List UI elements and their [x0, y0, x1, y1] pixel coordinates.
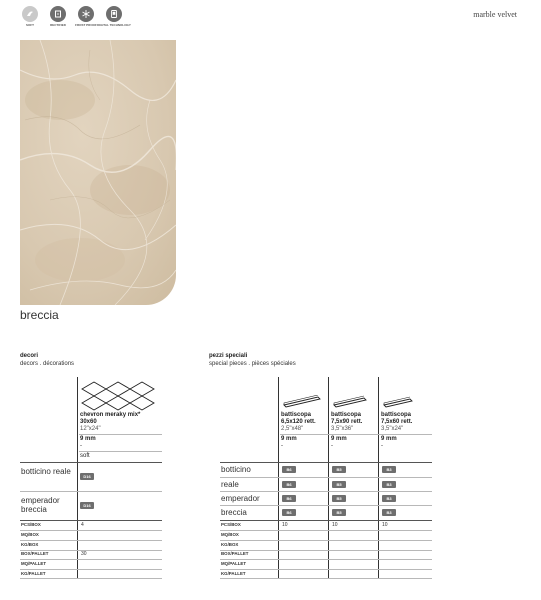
decori-product-info [80, 412, 160, 433]
pack-value: 10 [282, 522, 288, 528]
pezzi-row-code: B5 [332, 481, 346, 488]
divider [20, 491, 162, 492]
pezzi-thickness-block [281, 436, 297, 450]
pack-label: MQ/PALLET [221, 561, 247, 566]
pezzi-row-code: B3 [382, 509, 396, 516]
divider [20, 530, 162, 531]
divider [220, 550, 432, 551]
divider [220, 578, 432, 579]
divider [220, 491, 432, 492]
soft-feature [20, 6, 40, 27]
decori-row-label: emperador breccia [21, 496, 60, 514]
decori-thickness-block [80, 436, 96, 450]
pack-label: BOX/PALLET [221, 551, 249, 556]
pezzi-product-size: 7,5x60 rett. [381, 419, 413, 425]
decori-product-name: chevron meraky mix* [80, 412, 141, 418]
decori-row-code: D16 [80, 473, 94, 480]
pack-label: MQ/BOX [221, 532, 239, 537]
pezzi-row-code: B3 [382, 495, 396, 502]
divider [20, 559, 162, 560]
pezzi-row-code: B6 [282, 495, 296, 502]
decori-row-label: botticino reale [21, 467, 71, 476]
decori-product-imperial: 12"x24" [80, 426, 101, 432]
frost-proof-icon [78, 6, 94, 22]
pezzi-row-label: botticino [221, 465, 251, 474]
pezzi-product-imperial: 2,5"x48" [281, 426, 304, 432]
tile-image [20, 40, 176, 305]
colour-name: breccia [20, 308, 59, 322]
pezzi-row-code: B5 [332, 495, 346, 502]
frost-proof-feature [76, 6, 96, 27]
feature-icons [20, 6, 131, 27]
pezzi-product-imperial: 3,5"x24" [381, 426, 404, 432]
divider [20, 520, 162, 521]
divider [220, 477, 432, 478]
divider [220, 462, 432, 463]
pezzi-dash: - [331, 443, 333, 449]
pezzi-dash: - [281, 443, 283, 449]
rectified-feature [48, 6, 68, 27]
decori-column-line [77, 377, 78, 578]
divider [20, 462, 162, 463]
decori-row-code: D16 [80, 502, 94, 509]
decori-product-size: 30x60 [80, 419, 97, 425]
pezzi-row-label: reale [221, 480, 239, 489]
divider [220, 569, 432, 570]
pack-label: PCS/BOX [221, 522, 241, 527]
pack-value: 10 [332, 522, 338, 528]
pack-value: 10 [382, 522, 388, 528]
pezzi-product-info [281, 412, 316, 433]
pezzi-product-name: battiscopa [381, 412, 412, 418]
pezzi-row-label: emperador [221, 494, 260, 503]
divider [280, 434, 432, 435]
pezzi-product-imperial: 3,5"x36" [331, 426, 354, 432]
frost-proof-label: FROST PROOF [75, 23, 97, 27]
pack-label: KG/PALLET [21, 571, 46, 576]
pezzi-row-code: B6 [282, 466, 296, 473]
pack-label: BOX/PALLET [21, 551, 49, 556]
pezzi-thickness-block [331, 436, 347, 450]
divider [79, 434, 162, 435]
pezzi-product-name: battiscopa [331, 412, 362, 418]
pezzi-thickness: 9 mm [381, 436, 397, 442]
pack-label: PCS/BOX [21, 522, 41, 527]
pack-label: MQ/PALLET [21, 561, 47, 566]
divider [20, 569, 162, 570]
divider [220, 559, 432, 560]
decori-title: decori [20, 353, 39, 359]
pezzi-row-code: B5 [332, 509, 346, 516]
pezzi-product-info [331, 412, 362, 433]
pezzi-thickness: 9 mm [281, 436, 297, 442]
decori-thickness: 9 mm [80, 436, 96, 442]
pack-label: KG/BOX [21, 542, 39, 547]
digital-technology-feature [97, 6, 131, 27]
digital-technology-label: DIGITAL TECHNOLOGY [97, 23, 131, 27]
series-name: marble velvet [473, 10, 517, 19]
divider [220, 520, 432, 521]
pezzi-row-code: B3 [382, 481, 396, 488]
pezzi-product-size: 7,5x90 rett. [331, 419, 363, 425]
rectified-label: RECTIFIED [50, 23, 66, 27]
divider [79, 451, 162, 452]
pezzi-title: pezzi speciali [209, 353, 248, 359]
pezzi-row-code: B3 [382, 466, 396, 473]
pezzi-product-size: 6,5x120 rett. [281, 419, 316, 425]
rectified-icon [50, 6, 66, 22]
divider [220, 505, 432, 506]
pezzi-product-name: battiscopa [281, 412, 312, 418]
divider [220, 530, 432, 531]
pezzi-row-code: B6 [282, 481, 296, 488]
decori-finish: soft [80, 453, 90, 459]
soft-label: SOFT [26, 23, 34, 27]
pezzi-product-info [381, 412, 412, 433]
divider [20, 578, 162, 579]
pezzi-row-code: B6 [282, 509, 296, 516]
pezzi-thickness: 9 mm [331, 436, 347, 442]
decori-dash: - [80, 443, 82, 449]
pack-label: MQ/BOX [21, 532, 39, 537]
divider [220, 540, 432, 541]
divider [20, 540, 162, 541]
pezzi-row-label: breccia [221, 508, 247, 517]
decori-subtitle: decors . décorations [20, 361, 75, 367]
pack-value: 4 [81, 522, 84, 528]
pezzi-dash: - [381, 443, 383, 449]
chevron-drawing [80, 381, 160, 416]
pezzi-thickness-block [381, 436, 397, 450]
pezzi-subtitle: special pieces . pièces spéciales [209, 361, 296, 367]
digital-technology-icon [106, 6, 122, 22]
pack-label: KG/PALLET [221, 571, 246, 576]
soft-icon [22, 6, 38, 22]
pezzi-row-code: B5 [332, 466, 346, 473]
pack-label: KG/BOX [221, 542, 239, 547]
pack-value: 30 [81, 551, 87, 557]
